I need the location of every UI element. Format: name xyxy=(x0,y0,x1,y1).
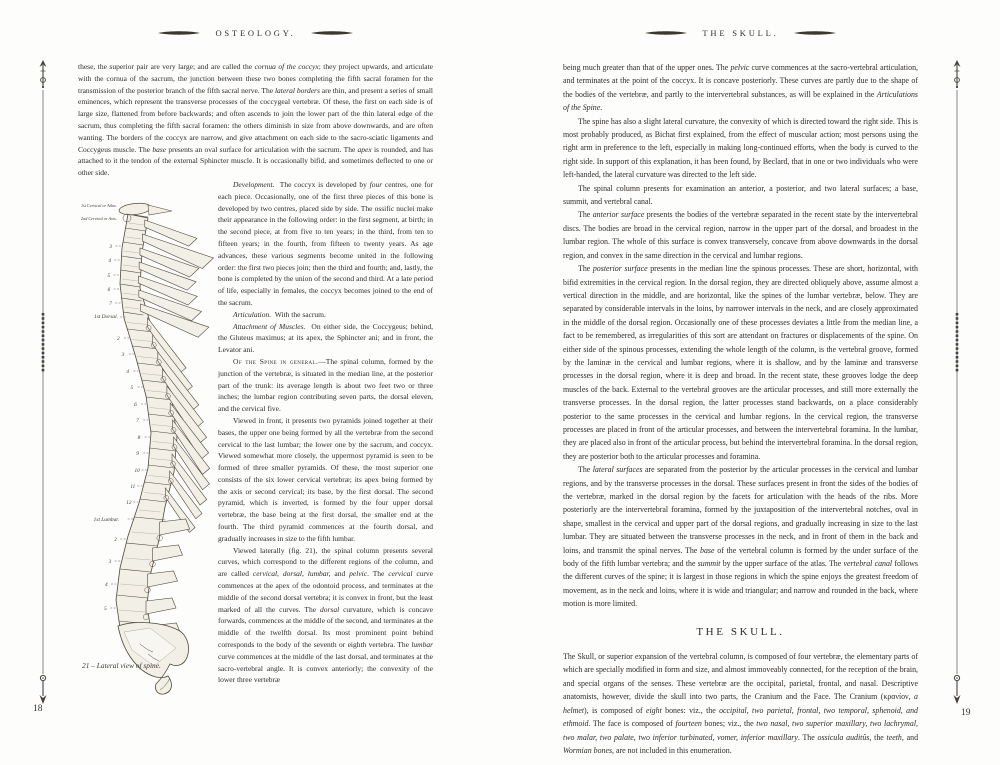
section-heading-the-skull: THE SKULL. xyxy=(696,625,785,638)
paragraph: The anterior surface presents the bodies of the vertebræ separated in the recent state by the intervertebral discs. The bodies are broad in the cervical region, narrow in the upper part of the dorsal, and broadest in the lumbar region. The whole of this surface is convex transversely, concave from above downwards in the dorsal region, and convex in the same direction in the cervical and lumbar regions. xyxy=(563,210,918,260)
header-dash-icon xyxy=(644,29,688,37)
page-number-right: 19 xyxy=(961,708,971,718)
vertebra-number-lumbar: 5 xyxy=(104,606,107,612)
label-axis: 2nd Cervical or Axis. xyxy=(81,216,117,221)
spine-lateral-engraving xyxy=(78,198,348,738)
paragraph: The lateral surfaces are separated from the posterior by the articular processes in the cervical and lumbar regions, and by the transverse processes in the dorsal. These surfaces present in front the sides of the bodies of the vertebræ, marked in the dorsal region by the facets for articulation with the heads of the ribs. More posteriorly are the intervertebral foramina, formed by the juxtaposition of the intervertebral notches, oval in shape, smallest in the cervical and upper part of the dorsal regions, and gradually increasing in size to the last lumbar. They are situated between the transverse processes in the neck, and in front of them in the back and loins, and transmit the spinal nerves. The base of the vertebral column is formed by the under surface of the body of the fifth lumbar vertebra; and the summit by the upper surface of the atlas. The vertebral canal follows the different curves of the spine; it is largest in those regions in which the spine enjoys the greatest freedom of movement, as in the neck and loins, where it is wide and triangular; and narrow and rounded in the back, where motion is more limited. xyxy=(563,465,918,609)
vertebra-number-dorsal: 6 xyxy=(134,402,137,408)
rule-ornament-part xyxy=(42,677,44,679)
vertebra-number-dorsal: 7 xyxy=(136,418,139,424)
rule-ornament-part xyxy=(954,695,961,704)
vertebra-number-dorsal: 10 xyxy=(134,468,140,474)
paragraph: Development. The coccyx is developed by four centres, one for each piece. Occasionally, one of the first three pieces of this bone is developed by two centres, placed side by side. The ossific nuclei make their appearance in the following order: in the first segment, at birth; in the second piece, at from five to ten years; in the third, from ten to fifteen years; in the fourth, from fifteen to twenty years. As age advances, these various segments become united in the following order: the first two pieces join; then the third and fourth; and, lastly, the bone is completed by the union of the second and third. At a late period of life, especially in females, the coccyx becomes joined to the end of the sacrum. xyxy=(218,179,434,307)
vertebra-number-lumbar: 4 xyxy=(105,582,108,588)
running-head-left xyxy=(78,28,433,38)
rule-ornament-part xyxy=(40,695,47,704)
label-atlas: 1st Cervical or Atlas. xyxy=(81,203,117,208)
running-head-title-right: THE SKULL. xyxy=(702,28,779,38)
paragraph: Articulation. With the sacrum. xyxy=(233,309,326,319)
vertebra-number-cervical: 5 xyxy=(107,273,111,279)
lumbar-process xyxy=(148,571,178,587)
vertebra-number-dorsal: 12 xyxy=(126,500,132,506)
label-first-lumbar: 1st Lumbar. xyxy=(93,517,120,523)
running-head-title-left: OSTEOLOGY. xyxy=(215,28,296,38)
margin-rule-left-ornament xyxy=(36,58,50,718)
vertebra-number-lumbar: 2 xyxy=(114,537,117,543)
paragraph: The Skull, or superior expansion of the vertebral column, is composed of four vertebræ, the elementary parts of which are specially modified in form and size, and almost immoveably connected, for the reception of the brain, and special organs of the senses. These vertebræ are the occipital, parietal, frontal, and nasal. Descriptive anatomists, however, divide the skull into two parts, the Cranium and the Face. The Cranium (κρανίον, a helmet), is composed of eight bones: viz., the occipital, two parietal, frontal, two temporal, sphenoid, and ethmoid. The face is composed of fourteen bones; viz., the two nasal, two superior maxillary, two lachrymal, two malar, two palate, two inferior turbinated, vomer, inferior maxillary. The ossicula auditûs, the teeth, and Wormian bones, are not included in this enumeration. xyxy=(563,652,919,755)
figure-caption: 21 – Lateral view of spine. xyxy=(82,661,161,670)
header-dash-icon xyxy=(157,29,201,37)
header-dash-icon xyxy=(310,29,354,37)
lumbar-process xyxy=(160,519,190,535)
vertebra-number-dorsal: 9 xyxy=(136,451,139,457)
vertebra-number-cervical: 3 xyxy=(109,244,112,250)
vertebra-number-dorsal: 3 xyxy=(121,352,125,358)
paragraph: The posterior surface presents in the median line the spinous processes. These are short, horizontal, with bifid extremities in the cervical region. In the dorsal region, they are directed obliquely above, assume almost a vertical direction in the middle, and are horizontal, like the spines of the lumbar vertebræ, below. They are separated by considerable intervals in the loins, by narrower intervals in the neck, and are closely approximated in the middle of the dorsal region. Occasionally one of these processes deviates a little from the median line, a fact to be remembered, as irregularities of this sort are attendant on fractures or displacements of the spine. On either side of the spinous processes, extending the whole length of the column, is the vertebral groove, formed by the laminæ in the cervical and lumbar regions, where it is shallow, and by the laminæ and transverse processes in the dorsal region, where it is deep and broad. In the recent state, these grooves lodge the deep muscles of the back. External to the vertebral grooves are the articular processes, and still more externally the transverse processes. In the dorsal region, the latter processes stand backwards, on a place considerably posterior to the same processes in the cervical and lumbar regions. In the cervical region, the transverse processes are placed in front of the articular processes, and between the intervertebral foramina. In the lumbar, they are placed also in front of the articular process, but behind the intervertebral foramina. In the dorsal region, they are posterior both to the articular processes and foramina. xyxy=(563,264,919,461)
vertebra-number-lumbar: 3 xyxy=(108,559,112,565)
lumbar-process xyxy=(153,545,183,561)
paragraph: Attachment of Muscles. On either side, the Coccygeus; behind, the Gluteus maximus; at its apex, the Sphincter ani; and in front, the Levator ani. xyxy=(218,321,433,355)
spine-figure xyxy=(78,198,348,738)
vertebra-number-cervical: 4 xyxy=(108,258,111,264)
paragraph: Viewed in front, it presents two pyramids joined together at their bases, the upper one being formed by all the vertebræ from the second cervical to the last lumbar; the lower one by the sacrum, and coccyx. Viewed somewhat more closely, the uppermost pyramid is seen to be formed of three smaller pyramids. Of these, the most superior one consists of the six lower cervical vertebræ; its apex being formed by the axis or second cervical; its base, by the first dorsal. The second pyramid, which is inverted, is formed by the four upper dorsal vertebræ, the base being at the first dorsal, the smaller end at the fourth. The third pyramid commences at the fourth dorsal, and gradually increases in size to the fifth lumbar. xyxy=(218,415,433,543)
vertebra-number-cervical: 7 xyxy=(109,301,112,307)
rule-ornament-part xyxy=(42,86,44,88)
paragraph: Viewed laterally (fig. 21), the spinal column presents several curves, which correspond to the different regions of the column, and are called cervical, dorsal, lumbar, and pelvic. The cervical curve commences at the apex of the odontoid process, and terminates at the middle of the second dorsal vertebra; it is convex in front, but the least marked of all the curves. The dorsal curvature, which is concave forwards, commences at the middle of the second, and terminates at the middle of the twelfth dorsal. Its most prominent point behind corresponds to the body of the seventh or eighth vertebra. The lumbar curve commences at the middle of the last dorsal, and terminates at the sacro-vertebral angle. It is convex anteriorly; the convexity of the lower three vertebræ xyxy=(218,545,434,685)
right-text-block xyxy=(563,61,918,757)
page-left xyxy=(78,28,433,703)
vertebra-number-dorsal: 4 xyxy=(126,369,130,375)
atlas xyxy=(119,202,152,216)
paragraph: The spinal column presents for examination an anterior, a posterior, and two lateral surfaces; a base, summit, and vertebral canal. xyxy=(563,183,918,207)
header-dash-icon xyxy=(793,29,837,37)
paragraph: Of the Spine in general.—The spinal column, formed by the junction of the vertebræ, is situated in the median line, at the posterior part of the trunk: its average length is about two feet two or three inches; the lumbar region contributing seven parts, the dorsal eleven, and the cervical five. xyxy=(218,356,433,414)
label-first-dorsal: 1st Dorsal. xyxy=(94,314,118,320)
vertebra-number-cervical: 6 xyxy=(107,287,111,293)
vertebra-number-dorsal: 11 xyxy=(130,484,136,490)
margin-rule-right-ornament xyxy=(950,58,964,718)
page-number-left: 18 xyxy=(33,704,43,714)
atlas-posterior-arch xyxy=(148,205,172,215)
paragraph: these, the superior pair are very large; and are called the cornua of the coccyx; they project upwards, and articulate with the cornua of the sacrum, the junction between these two bones completing the fifth sacral foramen for the transmission of the posterior branch of the fifth sacral nerve. The lateral borders are thin, and present a series of small eminences, which represent the transverse processes of the coccygeal vertebræ. Of these, the first on each side is of large size, flattened from before backwards; and often ascends to join the lower part of the thin lateral edge of the sacrum, thus completing the fifth sacral foramen: the others diminish in size from above downwards, and are often wanting. The borders of the coccyx are narrow, and give attachment on each side to the sacro-sciatic ligaments and Coccygeus muscle. The base presents an oval surface for articulation with the sacrum. The apex is rounded, and has attached to it the tendon of the external Sphincter muscle. It is occasionally bifid, and sometimes deflected to one or other side. xyxy=(78,62,433,178)
vertebra-number-dorsal: 2 xyxy=(117,336,120,342)
page-right xyxy=(563,28,918,757)
lumbar-process xyxy=(146,598,176,614)
vertebra-number-dorsal: 8 xyxy=(137,435,141,441)
rule-ornament-part xyxy=(956,86,958,88)
paragraph: being much greater than that of the upper ones. The pelvic curve commences at the sacro-vertebral articulation, and terminates at the point of the coccyx. It is concave posteriorly. These curves are partly due to the shape of the bodies of the vertebræ, and partly to the intervertebral substances, as will be explained in the Articulations of the Spine. xyxy=(563,63,918,113)
running-head-right xyxy=(563,28,918,38)
vertebra-number-dorsal: 5 xyxy=(130,385,134,391)
rule-ornament-part xyxy=(956,677,958,679)
paragraph: The spine has also a slight lateral curvature, the convexity of which is directed toward the right side. This is most probably produced, as Bichat first explained, from the effect of muscular action; most persons using the right arm in preference to the left, especially in making long-continued efforts, when the body is curved to the right side. In support of this explanation, it has been found, by Beclard, that in one or two individuals who were left-handed, the lateral curvature was directed to the left side. xyxy=(563,116,918,180)
